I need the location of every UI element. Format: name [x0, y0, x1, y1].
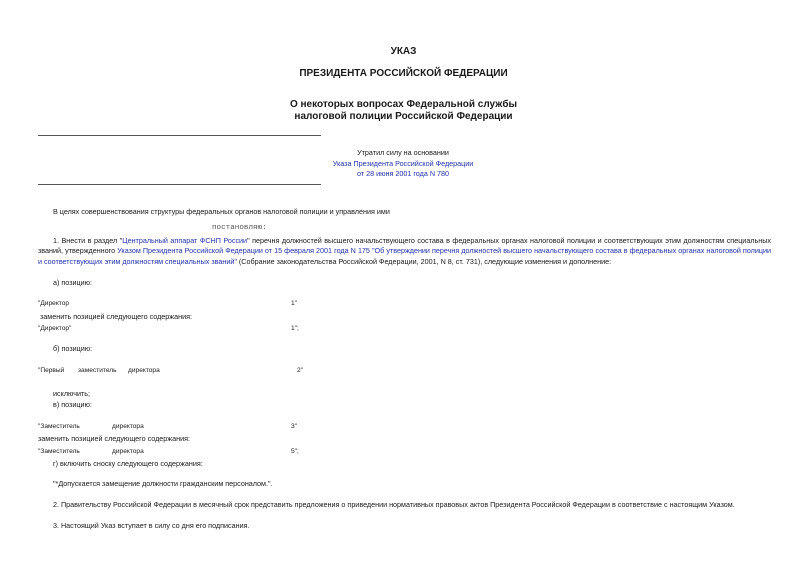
status-note-link-date[interactable]: от 28 июня 2001 года N 780	[356, 169, 450, 178]
doc-heading-line-1: О некоторых вопросах Федеральной службы	[289, 99, 518, 110]
p1-link-decree-175[interactable]: Указом Президента Российской Федерации от 15 февраля 2001 года N 175 "Об утверждении перечня должностей высшего начальствующего состава в федеральных органах налоговой полиции и соответствующих этим должностям специальных званий"	[38, 246, 771, 266]
item-b-word2: заместитель	[78, 367, 117, 374]
doc-heading-line-2: налоговой полиции Российской Федерации	[294, 111, 513, 122]
item-v-row2-word2: директора	[112, 448, 144, 455]
status-note	[243, 148, 563, 180]
item-b-num: 2"	[297, 367, 304, 374]
item-a-label: а) позицию:	[53, 278, 93, 287]
item-b-word1: "Первый	[38, 367, 65, 374]
p1-link-central-apparatus[interactable]: Центральный аппарат ФСНП России	[122, 236, 248, 245]
item-v-replace: заменить позицией следующего содержания:	[38, 434, 190, 443]
paragraph-2: 2. Правительству Российской Федерации в месячный срок представить предложения о приведении нормативных правовых актов Президента Российской Федерации в соответствие с настоящим Указом.	[53, 500, 735, 509]
intro-text: В целях совершенствования структуры федеральных органов налоговой полиции и управления ими	[53, 207, 390, 216]
item-a-row1-name: "Директор	[38, 300, 70, 307]
paragraph-1	[38, 236, 771, 267]
item-v-row2-num: 5";	[291, 448, 299, 455]
doc-subtitle: ПРЕЗИДЕНТА РОССИЙСКОЙ ФЕДЕРАЦИИ	[299, 68, 508, 79]
item-g-label: г) включить сноску следующего содержания:	[53, 459, 203, 468]
item-v-row2-word1: "Заместитель	[38, 448, 80, 455]
item-a-row2-name: "Директор"	[38, 325, 72, 332]
item-a-row1-num: 1"	[291, 300, 298, 307]
item-v-row1-word2: директора	[112, 423, 144, 430]
p1-mid: " перечня должностей высшего начальствующего состава в федеральных органах налоговой полиции и соответствующих этим должностям специальных званий, утвержденного	[38, 236, 771, 256]
item-b-label: б) позицию:	[53, 344, 93, 353]
divider-top	[38, 135, 321, 136]
item-a-row2-num: 1";	[291, 325, 299, 332]
doc-title: УКАЗ	[390, 46, 417, 57]
decree-word: постановляю:	[212, 224, 267, 232]
item-v-label: в) позицию:	[53, 400, 92, 409]
item-v-row1-word1: "Заместитель	[38, 423, 80, 430]
item-v-row1-num: 3"	[291, 423, 298, 430]
divider-bottom	[38, 184, 321, 185]
status-note-line: Утратил силу на основании	[357, 148, 449, 157]
p1-end: (Собрание законодательства Российской Федерации, 2001, N 8, ст. 731), следующие изменения и дополнение:	[236, 256, 612, 266]
status-note-link-decree[interactable]: Указа Президента Российской Федерации	[332, 158, 474, 168]
p1-start: 1. Внести в раздел "	[53, 236, 123, 245]
item-b-exclude: исключить;	[53, 389, 91, 398]
item-b-word3: директора	[128, 367, 160, 374]
footnote-text: "*Допускается замещение должности гражданским персоналом.".	[53, 479, 273, 488]
paragraph-3: 3. Настоящий Указ вступает в силу со дня его подписания.	[53, 521, 250, 530]
item-a-replace: заменить позицией следующего содержания:	[40, 312, 192, 321]
